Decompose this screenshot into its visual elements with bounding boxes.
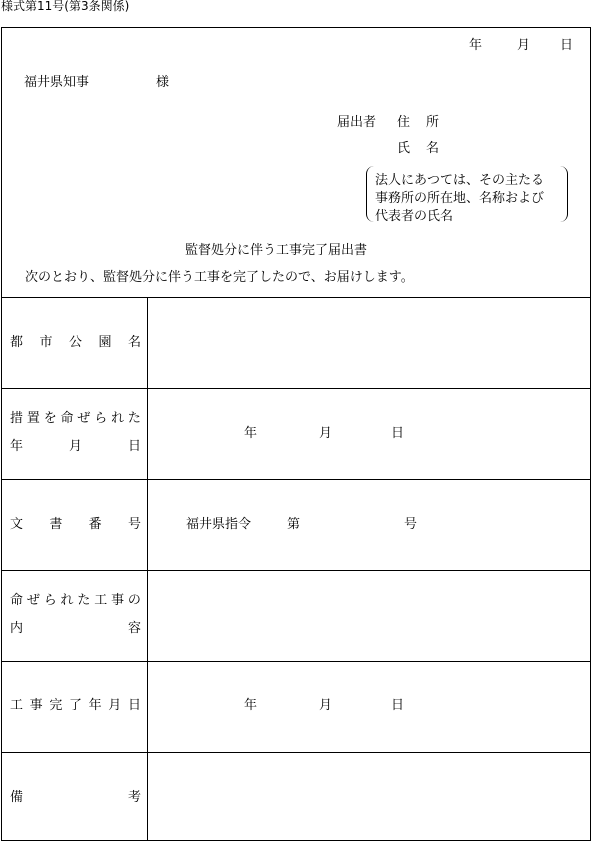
doc-number-prefix: 福井県指令: [186, 517, 252, 532]
corporate-note-line-3: 代表者の氏名: [375, 209, 454, 224]
address-label-1: 住: [397, 115, 411, 130]
header-date-month: 月: [517, 38, 531, 53]
header-date-year: 年: [469, 38, 483, 53]
label-order-date-line-2: 年 月 日: [10, 439, 141, 454]
label-completion-date: 工 事 完 了 年 月 日: [10, 698, 141, 713]
row-divider: [2, 388, 590, 389]
header-date-day: 日: [560, 38, 574, 53]
row-divider: [2, 570, 590, 571]
completion-date-month: 月: [319, 698, 333, 713]
order-date-day: 日: [391, 426, 405, 441]
addressee: 福井県知事: [24, 75, 90, 90]
label-document-number: 文 書 番 号: [10, 517, 141, 532]
column-divider: [147, 297, 148, 840]
name-label-1: 氏: [397, 141, 411, 156]
address-label-2: 所: [426, 115, 440, 130]
form-frame: [1, 27, 591, 841]
label-work-content-line-2: 内 容: [10, 621, 141, 636]
row-divider: [2, 479, 590, 480]
row-divider: [2, 752, 590, 753]
corporate-note-line-2: 事務所の所在地、名称および: [375, 191, 545, 206]
completion-date-year: 年: [244, 698, 258, 713]
label-work-content-line-1: 命 ぜ ら れ た 工 事 の: [10, 593, 141, 608]
row-divider: [2, 661, 590, 662]
label-order-date-line-1: 措 置 を 命 ぜ ら れ た: [10, 411, 141, 426]
order-date-month: 月: [319, 426, 333, 441]
form-number-label: 様式第11号(第3条関係): [1, 0, 130, 13]
table-top-border: [2, 297, 590, 298]
name-label-2: 名: [426, 141, 440, 156]
label-remarks: 備 考: [10, 790, 141, 805]
corporate-note-line-1: 法人にあつては、その主たる: [375, 173, 545, 188]
document-title: 監督処分に伴う工事完了届出書: [185, 243, 368, 258]
label-park-name: 都 市 公 園 名: [10, 335, 141, 350]
completion-date-day: 日: [391, 698, 405, 713]
applicant-label: 届出者: [337, 115, 377, 130]
honorific: 様: [156, 75, 170, 90]
order-date-year: 年: [244, 426, 258, 441]
intro-text: 次のとおり、監督処分に伴う工事を完了したので、お届けします。: [25, 270, 414, 285]
corporate-note-bracket: [366, 166, 568, 222]
doc-number-go: 号: [404, 517, 418, 532]
doc-number-dai: 第: [287, 517, 301, 532]
